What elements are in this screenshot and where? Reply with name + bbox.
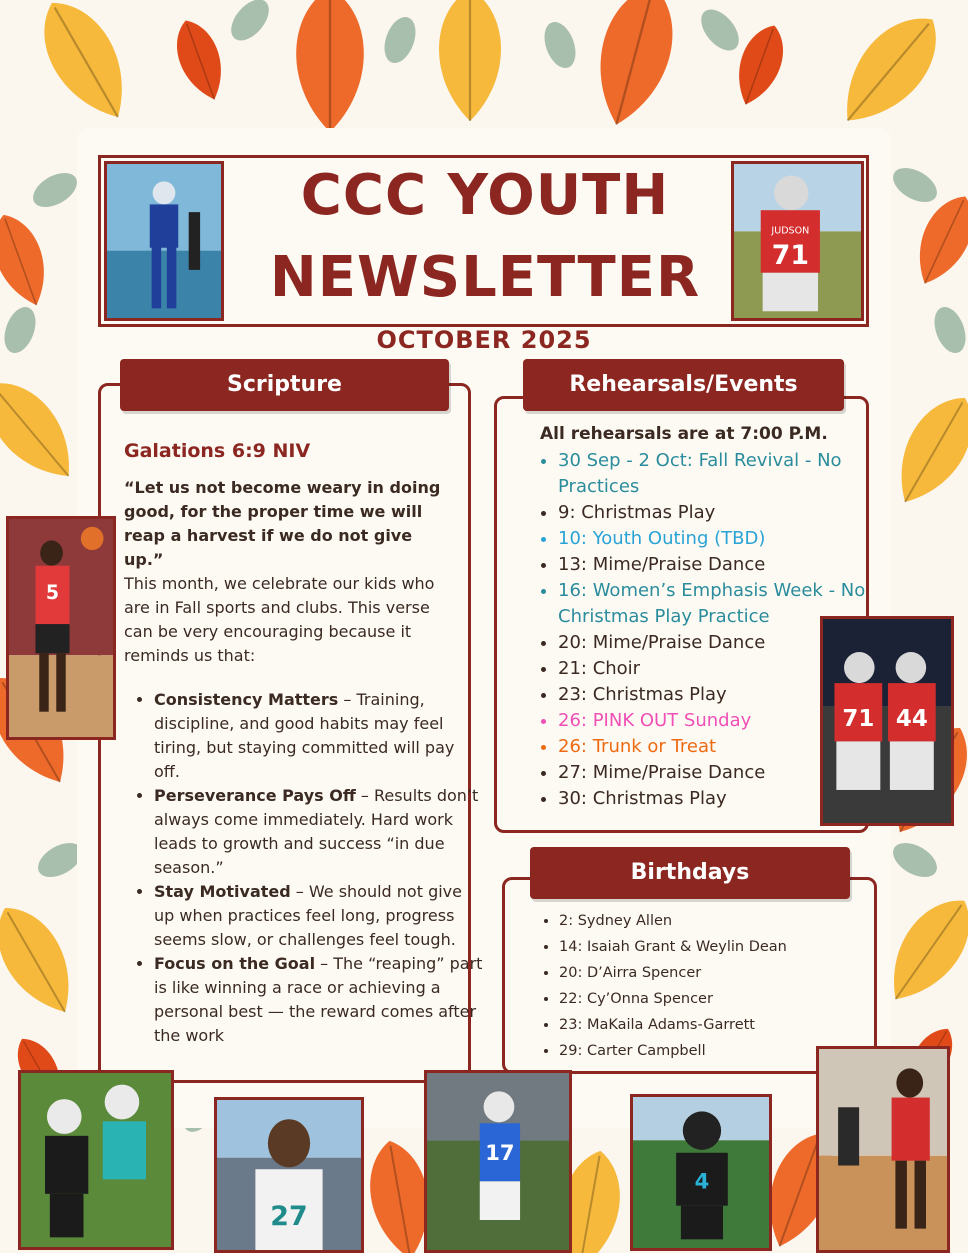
photo-football-player-17-running	[424, 1070, 572, 1253]
birthday-item: • 14: Isaiah Grant & Weylin Dean	[559, 934, 859, 960]
title-line-1: CCC YOUTH	[300, 163, 670, 228]
birthday-item: • 20: D’Airra Spencer	[559, 960, 859, 986]
event-item: • 9: Christmas Play	[558, 500, 868, 526]
events-heading: Rehearsals/Events	[523, 359, 844, 411]
event-item: • 20: Mime/Praise Dance	[558, 630, 868, 656]
list-item: • Stay Motivated – We should not give up when practices feel long, progress seems slow, or challenges feel tough.	[154, 880, 484, 952]
event-item: • 21: Choir	[558, 656, 868, 682]
scripture-heading: Scripture	[120, 359, 449, 411]
birthdays-list	[537, 908, 859, 1064]
scripture-points	[124, 688, 484, 1048]
event-item: • 27: Mime/Praise Dance	[558, 760, 868, 786]
birthdays-heading: Birthdays	[530, 847, 850, 899]
photo-football-player-blue	[104, 161, 224, 321]
list-item: • Perseverance Pays Off – Results don’t always come immediately. Hard work leads to growth and success “in due season.”	[154, 784, 484, 880]
birthday-item: • 22: Cy’Onna Spencer	[559, 986, 859, 1012]
scripture-intro: This month, we celebrate our kids who are in Fall sports and clubs. This verse can be very encouraging because it reminds us that:	[124, 574, 435, 665]
photo-basketball-gym	[816, 1046, 950, 1253]
event-item: • 26: PINK OUT Sunday	[558, 708, 868, 734]
photo-flag-football-kids	[18, 1070, 174, 1250]
svg-text:27: 27	[270, 1200, 308, 1233]
birthday-item: • 29: Carter Campbell	[559, 1038, 859, 1064]
svg-text:71: 71	[771, 240, 809, 272]
photo-football-player-red-71	[731, 161, 864, 321]
photo-young-player-4	[630, 1094, 772, 1251]
event-item: • 23: Christmas Play	[558, 682, 868, 708]
photo-basketball-player	[6, 516, 116, 740]
svg-text:5: 5	[45, 580, 60, 604]
event-item: • 16: Women’s Emphasis Week - No Christmas Play Practice	[558, 578, 868, 630]
list-item: • Consistency Matters – Training, discipline, and good habits may feel tiring, but staying committed will pay off.	[154, 688, 484, 784]
event-item: • 13: Mime/Praise Dance	[558, 552, 868, 578]
event-item: • 10: Youth Outing (TBD)	[558, 526, 868, 552]
svg-text:4: 4	[694, 1168, 710, 1194]
event-item: • 26: Trunk or Treat	[558, 734, 868, 760]
list-item: • Focus on the Goal – The “reaping” part is like winning a race or achieving a personal best — the reward comes after the work	[154, 952, 484, 1048]
verse-quote: “Let us not become weary in doing good, for the proper time we will reap a harvest if we do not give up.”	[124, 478, 441, 569]
svg-text:JUDSON: JUDSON	[771, 225, 810, 237]
svg-text:44: 44	[895, 705, 928, 732]
event-item: • 30: Christmas Play	[558, 786, 868, 812]
events-list	[534, 448, 868, 812]
photo-two-football-players	[820, 616, 954, 826]
title-line-2: NEWSLETTER	[269, 245, 701, 310]
newsletter-month: OCTOBER 2025	[376, 326, 592, 354]
svg-text:71: 71	[842, 705, 875, 732]
event-item: • 30 Sep - 2 Oct: Fall Revival - No Practices	[558, 448, 868, 500]
verse-reference: Galations 6:9 NIV	[124, 440, 311, 462]
birthday-item: • 23: MaKaila Adams-Garrett	[559, 1012, 859, 1038]
photo-young-player-27	[214, 1097, 364, 1253]
svg-text:17: 17	[485, 1139, 515, 1166]
birthday-item: • 2: Sydney Allen	[559, 908, 859, 934]
rehearsal-time-note: All rehearsals are at 7:00 P.M.	[540, 424, 828, 444]
